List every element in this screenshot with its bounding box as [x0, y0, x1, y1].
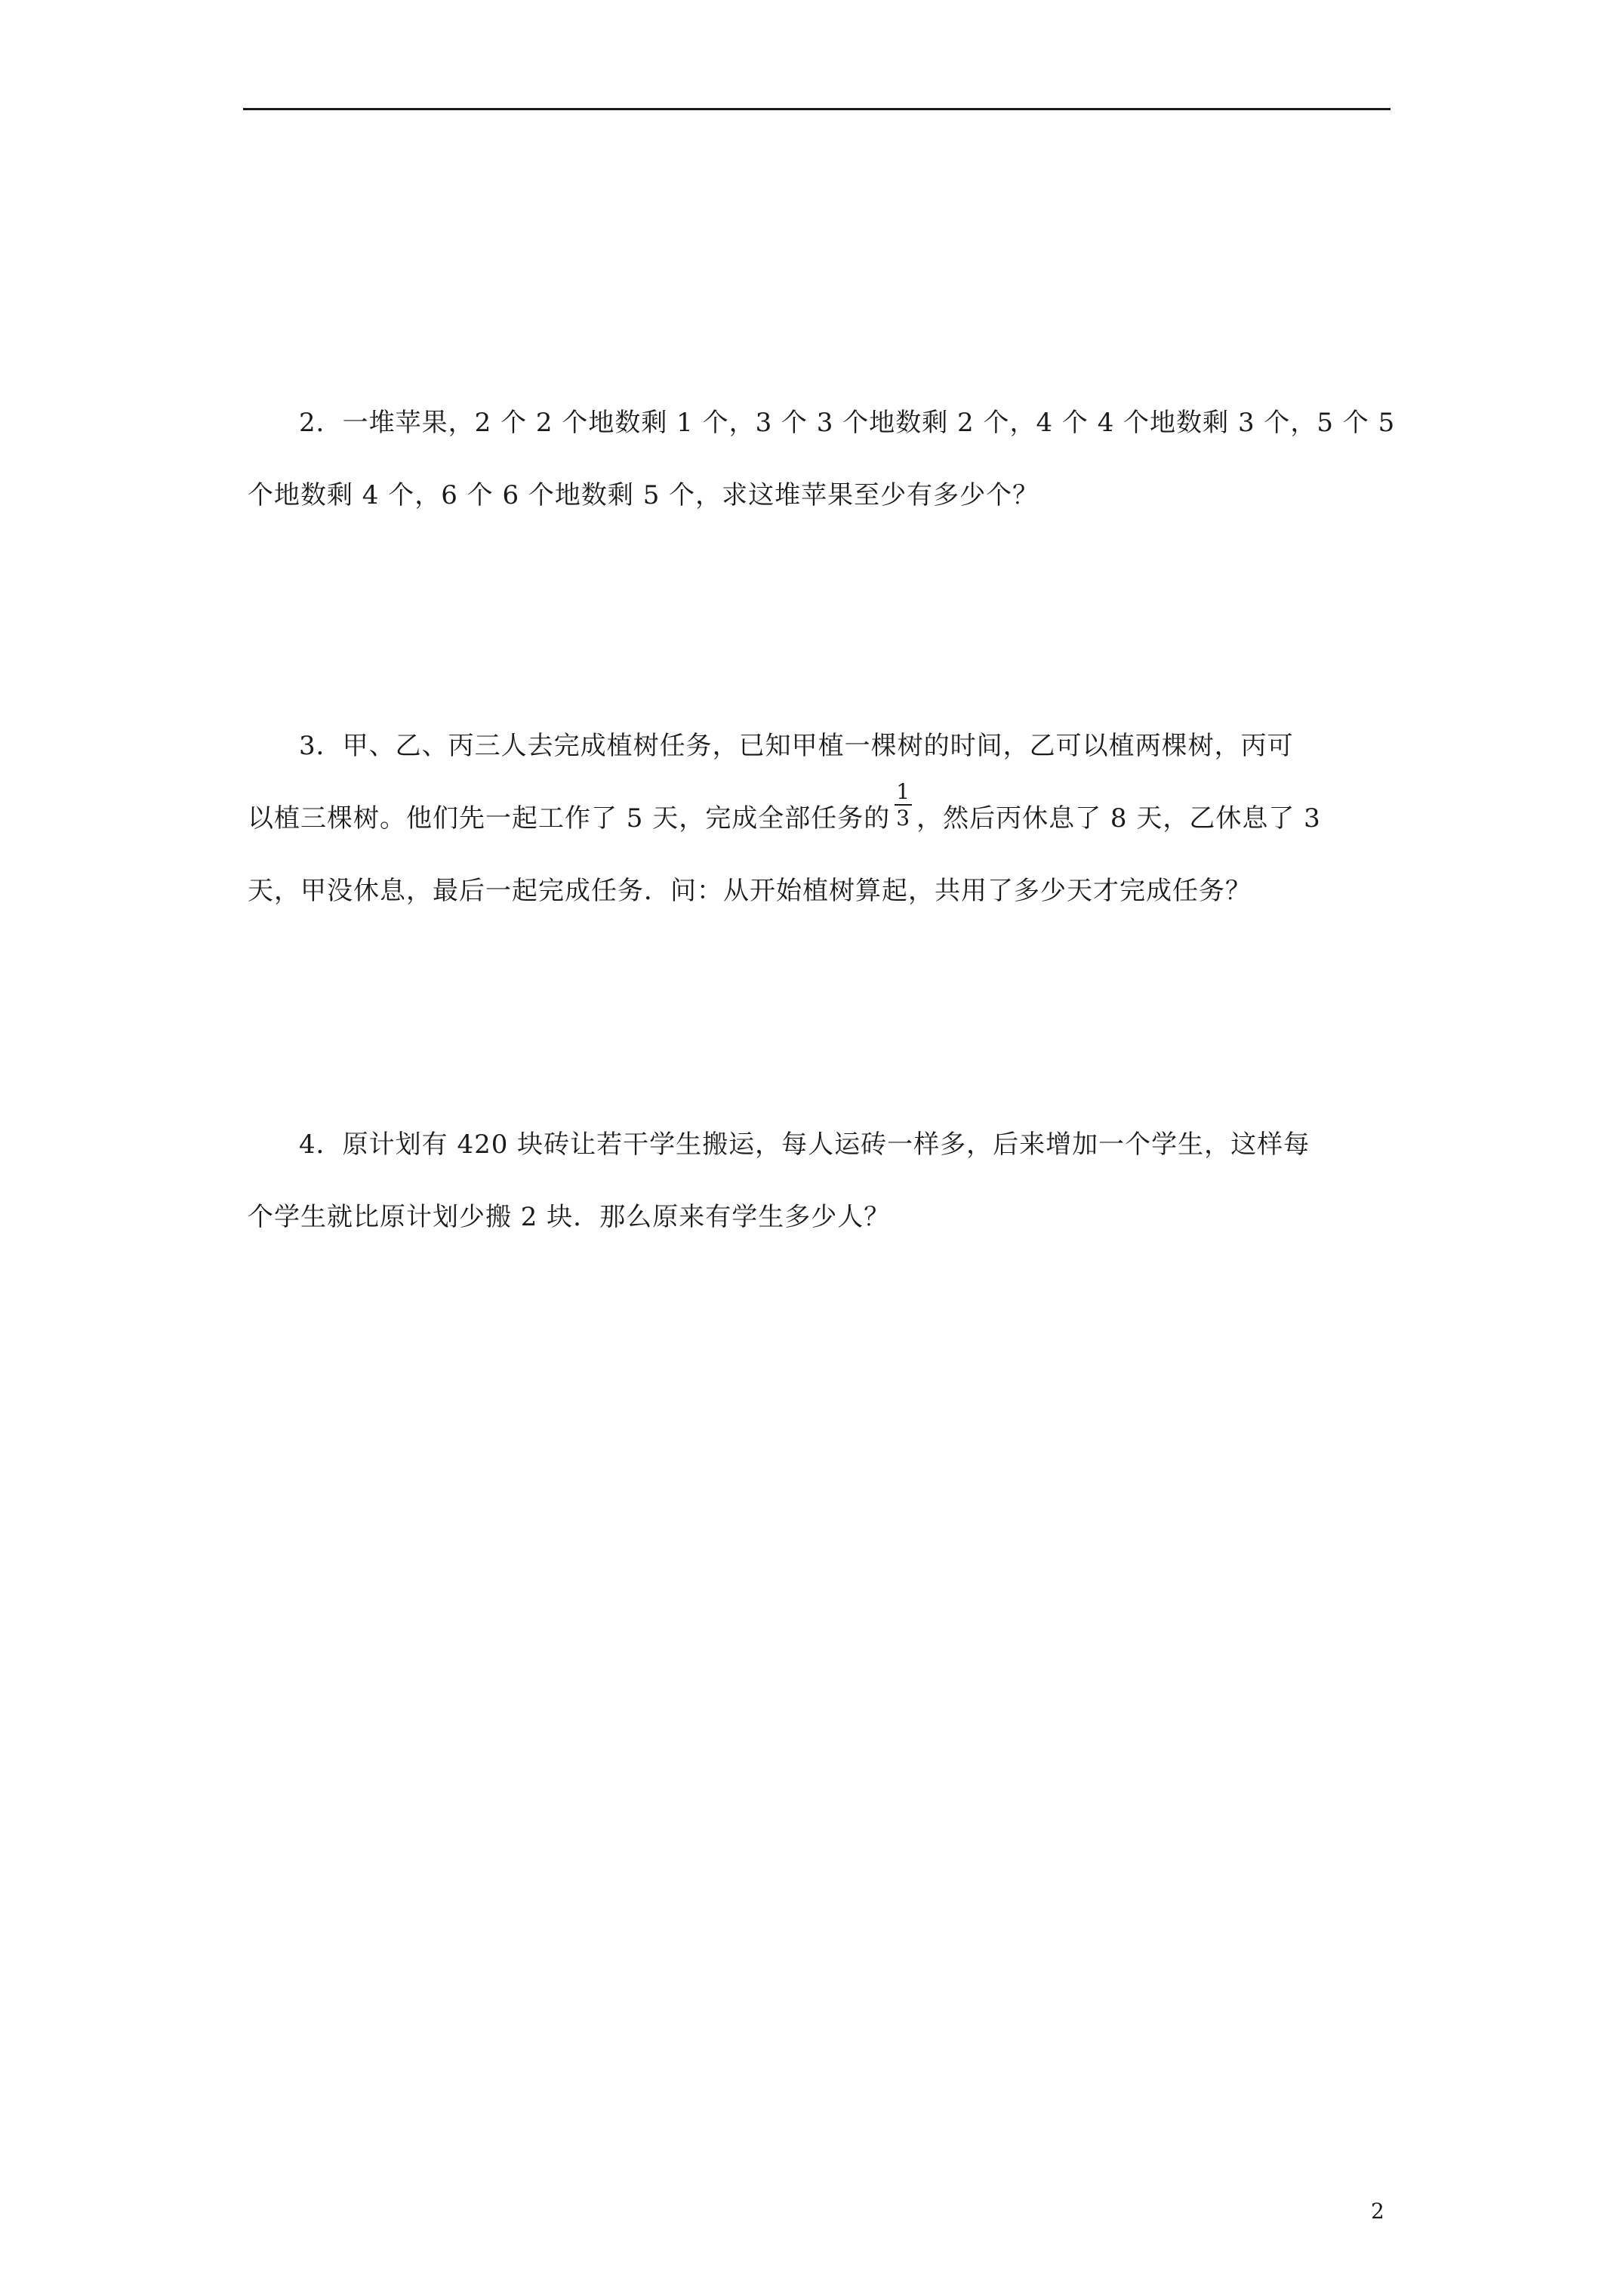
problem-4	[248, 1108, 1389, 1253]
problem-2	[248, 387, 1396, 532]
fraction-one-third	[895, 778, 912, 831]
problem-3-line-2-before: 以植三棵树。他们先一起工作了 5 天，完成全部任务的	[248, 803, 891, 834]
problem-3	[248, 710, 1389, 927]
problem-3-line-3: 天，甲没休息，最后一起完成任务．问：从开始植树算起，共用了多少天才完成任务？	[248, 876, 1252, 906]
problem-3-line-2	[248, 778, 1389, 855]
page-number: 2	[1371, 2199, 1384, 2224]
fraction-denominator: 3	[896, 806, 911, 831]
problem-3-line-1: 3．甲、乙、丙三人去完成植树任务，已知甲植一棵树的时间，乙可以植两棵树，丙可	[299, 731, 1294, 761]
problem-2-line-2: 个地数剩 4 个，6 个 6 个地数剩 5 个，求这堆苹果至少有多少个？	[248, 480, 1039, 510]
header-rule	[243, 108, 1390, 110]
problem-4-line-1: 4．原计划有 420 块砖让若干学生搬运，每人运砖一样多，后来增加一个学生，这样每	[299, 1130, 1310, 1160]
problem-3-line-2-after: ，然后丙休息了 8 天，乙休息了 3	[916, 803, 1321, 834]
fraction-numerator: 1	[895, 781, 912, 806]
problem-2-line-1: 2．一堆苹果，2 个 2 个地数剩 1 个，3 个 3 个地数剩 2 个，4 个 4 个地数剩 3 个，5 个 5	[299, 408, 1396, 438]
problem-4-line-2: 个学生就比原计划少搬 2 块．那么原来有学生多少人？	[248, 1202, 891, 1232]
